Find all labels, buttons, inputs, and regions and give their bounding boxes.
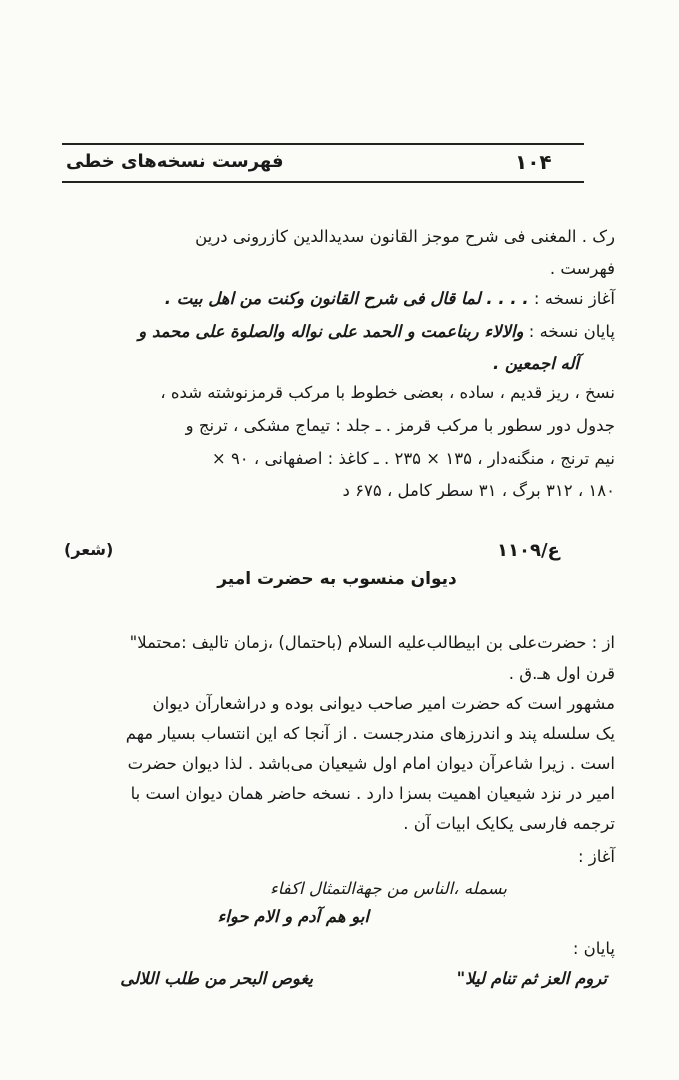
- entry-title: دیوان منسوب به حضرت امیر: [217, 569, 457, 589]
- description-line-3: نیم ترنج ، منگنه‌دار ، ۱۳۵ × ۲۳۵ . ـ کاغذ : اصفهانی ، ۹۰ ×: [211, 449, 615, 468]
- payan-label: پایان نسخه :: [528, 322, 615, 341]
- aghaz-text: . . . . لما قال فی شرح القانون وکنت من اهل بیت .: [164, 289, 529, 308]
- body-line-3: مشهور است که حضرت امیر صاحب دیوانی بوده و دراشعارآن دیوان: [152, 694, 615, 713]
- page-title: فهرست نسخه‌های خطی: [66, 151, 284, 172]
- reference-line-2: فهرست .: [549, 259, 615, 278]
- payan-verse-right: تروم العز ثم تنام لیلا": [456, 969, 607, 988]
- description-line-1: نسخ ، ریز قدیم ، ساده ، بعضی خطوط با مرکب قرمزنوشته شده ،: [160, 383, 615, 402]
- body-line-6: امیر در نزد شیعیان اهمیت بسزا دارد . نسخه حاضر همان دیوان است با: [130, 784, 615, 803]
- aghaz-verse-2: ابو هم آدم و الام حواء: [217, 907, 369, 926]
- aghaz-verse-1: بسمله ،الناس من جهة‌التمثال اکفاء: [270, 879, 507, 898]
- header-top-rule: [62, 143, 584, 145]
- aghaz-label: آغاز نسخه :: [533, 289, 615, 308]
- page-number: ۱۰۴: [515, 150, 552, 174]
- body-line-1: از : حضرت‌علی بن ابیطالب‌علیه السلام (باحتمال) ،زمان تالیف :محتملا": [129, 633, 615, 652]
- entry-number: ۱۱۰۹/ع: [497, 540, 560, 561]
- aghaz-section-label: آغاز :: [577, 847, 615, 866]
- reference-line-1: رک . المغنی فی شرح موجز القانون سدیدالدین کازرونی درین: [195, 227, 615, 246]
- payan-text-2: آله اجمعین .: [492, 354, 579, 373]
- payan-section-label: پایان :: [572, 939, 615, 958]
- payan-text-1: والالاء ربناعمت و الحمد علی نواله والصلوة علی محمد و: [138, 322, 524, 341]
- description-line-4: ۱۸۰ ، ۳۱۲ برگ ، ۳۱ سطر کامل ، ۶۷۵ د: [342, 481, 615, 500]
- description-line-2: جدول دور سطور با مرکب قرمز . ـ جلد : تیماج مشکی ، ترنج و: [185, 416, 615, 435]
- entry-category: (شعر): [64, 540, 114, 559]
- header-bottom-rule: [62, 181, 584, 183]
- aghaz-nuskhe-line: [55, 285, 615, 313]
- body-line-2: قرن اول هـ.ق .: [508, 664, 615, 683]
- body-line-5: است . زیرا شاعرآن دیوان امام اول شیعیان می‌باشد . لذا دیوان حضرت: [127, 754, 615, 773]
- body-line-7: ترجمه فارسی یکایک ابیات آن .: [403, 814, 615, 833]
- payan-nuskhe-line: [55, 318, 615, 346]
- payan-verse-left: یغوص البحر من طلب اللالی: [120, 969, 313, 988]
- body-line-4: یک سلسله پند و اندرزهای مندرجست . از آنجا که این انتساب بسیار مهم: [125, 724, 615, 743]
